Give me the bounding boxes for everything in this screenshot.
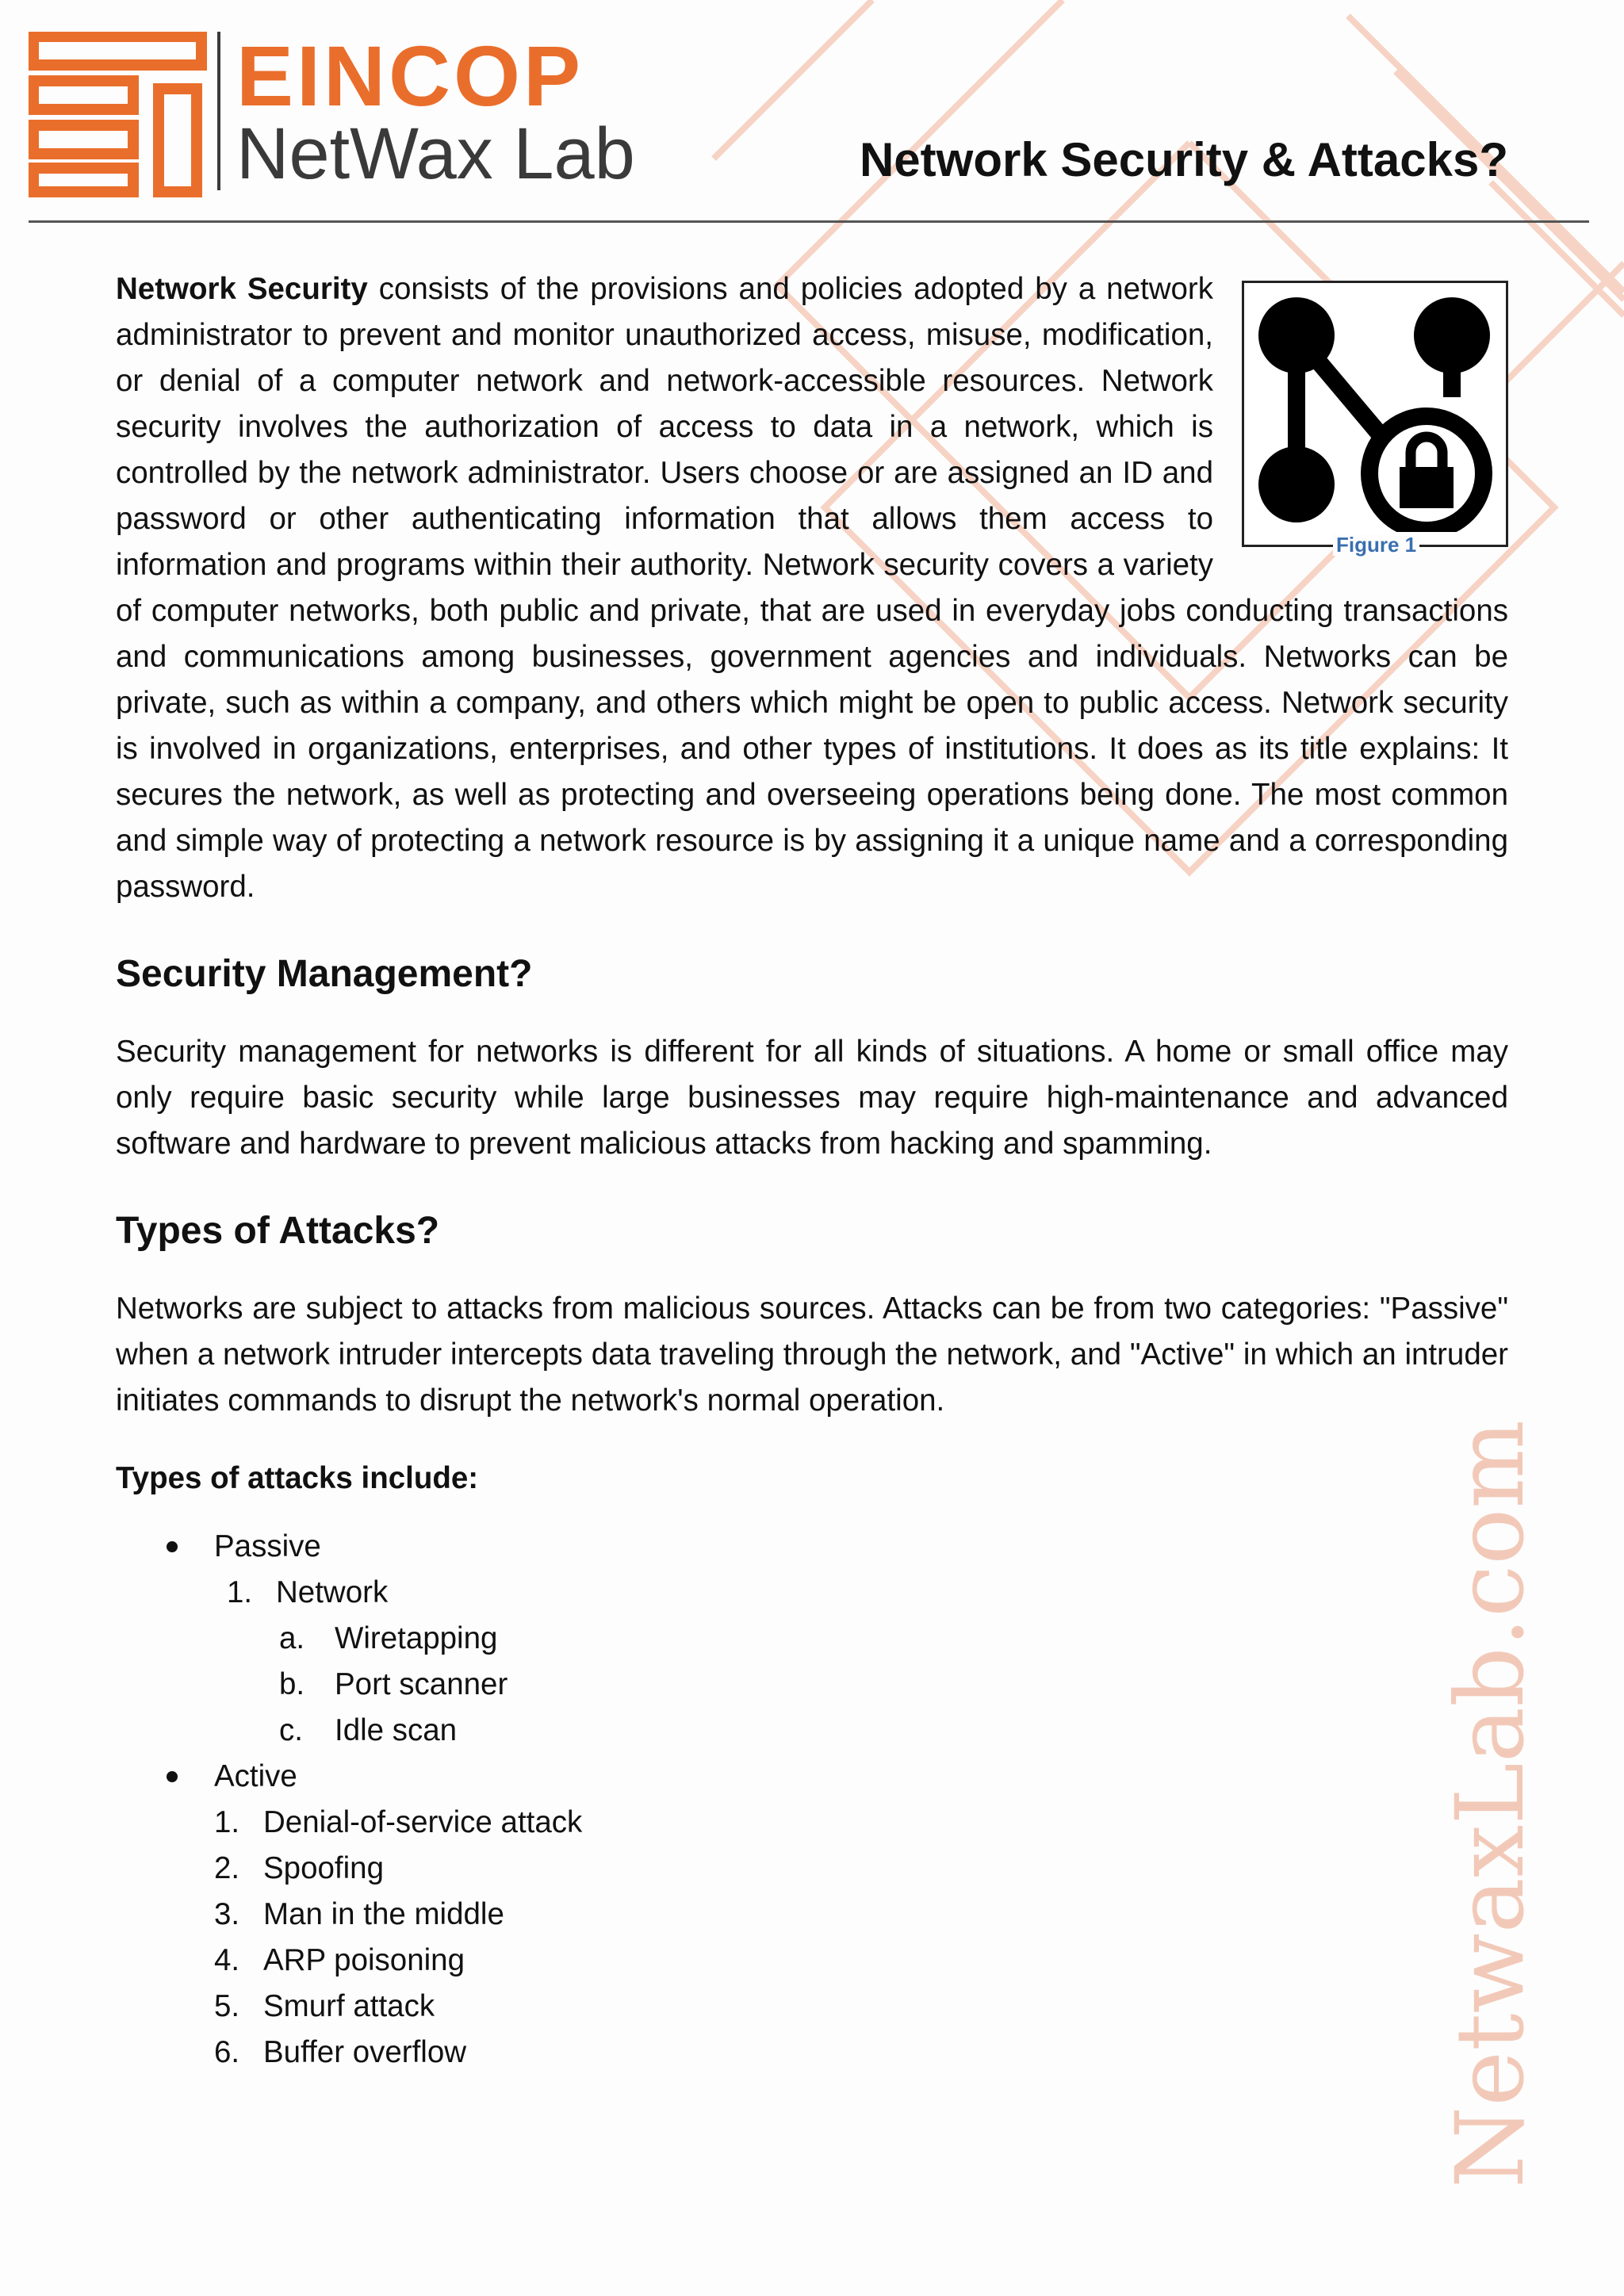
list-item [116, 1754, 1508, 2076]
list-item [214, 2030, 1508, 2076]
list-item [214, 1846, 1508, 1892]
network-lock-icon [1255, 294, 1493, 532]
figure-caption: Figure 1 [1333, 534, 1419, 556]
list-item [214, 1984, 1508, 2030]
list-marker: 5. [214, 1989, 240, 2023]
list-item [279, 1616, 1508, 1662]
list-marker: 1. [227, 1575, 253, 1609]
list-marker: b. [279, 1667, 305, 1701]
security-management-heading: Security Management? [116, 953, 533, 995]
attack-list-heading: Types of attacks include: [116, 1461, 479, 1495]
list-marker: 1. [214, 1805, 240, 1839]
header-divider [29, 220, 1589, 223]
active-sublist [214, 1800, 1508, 2076]
list-item [214, 1892, 1508, 1938]
logo-name-bottom: NetWax Lab [236, 113, 635, 194]
security-management-paragraph: Security management for networks is different for all kinds of situations. A home or small office may only require basic security while large businesses may require high-maintenance and advanced software and hardware to prevent malicious attacks from hacking and spamming. [116, 1035, 1508, 1161]
document-body [116, 266, 1508, 2076]
list-marker: 2. [214, 1851, 240, 1885]
attack-type-list [116, 1524, 1508, 2076]
list-marker: a. [279, 1621, 305, 1655]
passive-network-label: Network [276, 1575, 389, 1609]
list-item [279, 1708, 1508, 1754]
passive-label: Passive [214, 1529, 321, 1563]
page-title: Network Security & Attacks? [859, 133, 1508, 186]
list-item-label: Idle scan [335, 1713, 458, 1747]
list-item-label: ARP poisoning [263, 1943, 465, 1977]
types-of-attacks-paragraph: Networks are subject to attacks from malicious sources. Attacks can be from two categories: "Passive" when a network intruder intercepts data traveling through the network, and "Active" in which an intruder initiates commands to disrupt the network's normal operation. [116, 1292, 1508, 1418]
list-item [214, 1800, 1508, 1846]
passive-sublist [219, 1570, 1508, 1754]
passive-network-sublist [279, 1616, 1508, 1754]
list-item [279, 1662, 1508, 1708]
list-item-label: Wiretapping [335, 1621, 498, 1655]
logo-name-top: EINCOP [236, 28, 584, 124]
list-item-label: Port scanner [335, 1667, 508, 1701]
types-of-attacks-heading: Types of Attacks? [116, 1210, 440, 1252]
list-item-label: Man in the middle [263, 1897, 504, 1931]
active-label: Active [214, 1759, 297, 1793]
list-item [116, 1524, 1508, 1754]
watermark-text: NetwaxLab.com [1435, 1419, 1545, 2188]
list-item-label: Buffer overflow [263, 2035, 467, 2069]
list-item-label: Denial-of-service attack [263, 1805, 583, 1839]
brand-logo [29, 28, 663, 198]
list-item-label: Spoofing [263, 1851, 384, 1885]
list-item [214, 1938, 1508, 1984]
figure-1 [1242, 281, 1508, 557]
intro-term: Network Security [116, 272, 368, 306]
list-item [227, 1570, 1508, 1754]
list-item-label: Smurf attack [263, 1989, 435, 2023]
logo-mark-icon [29, 32, 211, 198]
logo-divider [217, 32, 220, 190]
list-marker: 4. [214, 1943, 240, 1977]
list-marker: 6. [214, 2035, 240, 2069]
list-marker: c. [279, 1713, 303, 1747]
list-marker: 3. [214, 1897, 240, 1931]
intro-text: consists of the provisions and policies adopted by a network administrator to prevent and monitor unauthorized access, misuse, modification, or denial of a computer network and network-accessible resources. Network security involves the authorization of access to data in a network, which is controlled by the network administrator. Users choose or are assigned an ID and password or other authenticating information that allows them access to information and programs within their authority. Network security covers a variety of computer networks, both public and private, that are used in everyday jobs conducting transactions and communications among businesses, government agencies and individuals. Networks can be private, such as within a company, and others which might be open to public access. Network security is involved in organizations, enterprises, and other types of institutions. It does as its title explains: It secures the network, as well as protecting and overseeing operations being done. The most common and simple way of protecting a network resource is by assigning it a unique name and a corresponding password. [116, 272, 1508, 904]
